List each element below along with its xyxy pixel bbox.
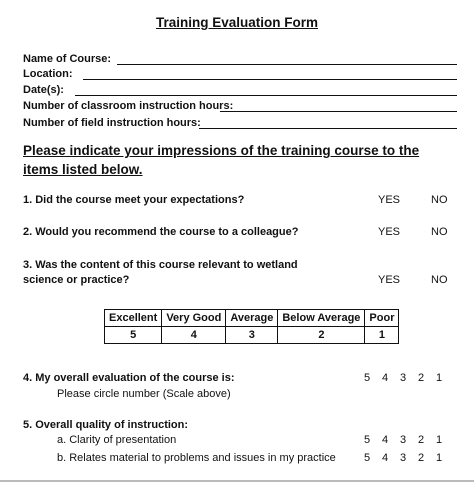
- location-line[interactable]: [83, 79, 457, 80]
- rating-option-1[interactable]: 1: [435, 452, 443, 464]
- page-bottom-divider: [0, 480, 474, 482]
- scale-label-very-good: Very Good: [162, 310, 226, 327]
- rating-scale-table: [104, 309, 399, 344]
- field-label-course-name: Name of Course:: [23, 53, 112, 65]
- question-4-rating-options: [358, 372, 448, 384]
- dates-line[interactable]: [75, 95, 457, 96]
- field-label-location: Location:: [23, 68, 73, 80]
- rating-option-2[interactable]: 2: [417, 452, 425, 464]
- field-hours-line[interactable]: [199, 128, 457, 129]
- instructions-heading: Please indicate your impressions of the training course to the items listed below.: [23, 143, 420, 177]
- form-title: Training Evaluation Form: [155, 15, 319, 30]
- course-name-line[interactable]: [117, 64, 457, 65]
- question-5b: b. Relates material to problems and issues in my practice: [57, 452, 336, 464]
- rating-scale-values-row: [105, 327, 399, 344]
- rating-option-3[interactable]: 3: [399, 434, 407, 446]
- scale-label-below-average: Below Average: [278, 310, 365, 327]
- question-4: 4. My overall evaluation of the course is:: [23, 372, 235, 384]
- rating-option-4[interactable]: 4: [381, 372, 389, 384]
- scale-label-poor: Poor: [365, 310, 399, 327]
- rating-option-5[interactable]: 5: [363, 372, 371, 384]
- rating-scale-labels-row: [105, 310, 399, 327]
- question-1: 1. Did the course meet your expectations?: [23, 194, 245, 206]
- question-3-line2: science or practice?: [23, 274, 130, 286]
- answer-no-q2[interactable]: NO: [431, 226, 448, 238]
- scale-value-excellent: 5: [105, 327, 162, 344]
- rating-option-1[interactable]: 1: [435, 372, 443, 384]
- scale-value-below-average: 2: [278, 327, 365, 344]
- field-label-classroom-hours: Number of classroom instruction hours:: [23, 100, 234, 112]
- scale-label-average: Average: [226, 310, 278, 327]
- question-5a: a. Clarity of presentation: [57, 434, 177, 446]
- rating-option-3[interactable]: 3: [399, 372, 407, 384]
- rating-option-5[interactable]: 5: [363, 434, 371, 446]
- question-5a-rating-options: [358, 434, 448, 446]
- question-3-line1: 3. Was the content of this course relevant to wetland: [23, 259, 298, 271]
- rating-option-2[interactable]: 2: [417, 372, 425, 384]
- question-5b-rating-options: [358, 452, 448, 464]
- answer-yes-q2[interactable]: YES: [378, 226, 401, 238]
- question-2: 2. Would you recommend the course to a colleague?: [23, 226, 299, 238]
- rating-option-4[interactable]: 4: [381, 434, 389, 446]
- answer-no-q3[interactable]: NO: [431, 274, 448, 286]
- rating-option-2[interactable]: 2: [417, 434, 425, 446]
- scale-value-very-good: 4: [162, 327, 226, 344]
- scale-label-excellent: Excellent: [105, 310, 162, 327]
- classroom-hours-line[interactable]: [220, 111, 457, 112]
- rating-option-1[interactable]: 1: [435, 434, 443, 446]
- question-4-note: Please circle number (Scale above): [57, 388, 231, 400]
- rating-option-4[interactable]: 4: [381, 452, 389, 464]
- rating-option-3[interactable]: 3: [399, 452, 407, 464]
- answer-yes-q1[interactable]: YES: [378, 194, 401, 206]
- scale-value-poor: 1: [365, 327, 399, 344]
- field-label-dates: Date(s):: [23, 84, 64, 96]
- answer-no-q1[interactable]: NO: [431, 194, 448, 206]
- answer-yes-q3[interactable]: YES: [378, 274, 401, 286]
- field-label-field-hours: Number of field instruction hours:: [23, 117, 201, 129]
- rating-option-5[interactable]: 5: [363, 452, 371, 464]
- question-5: 5. Overall quality of instruction:: [23, 419, 189, 431]
- scale-value-average: 3: [226, 327, 278, 344]
